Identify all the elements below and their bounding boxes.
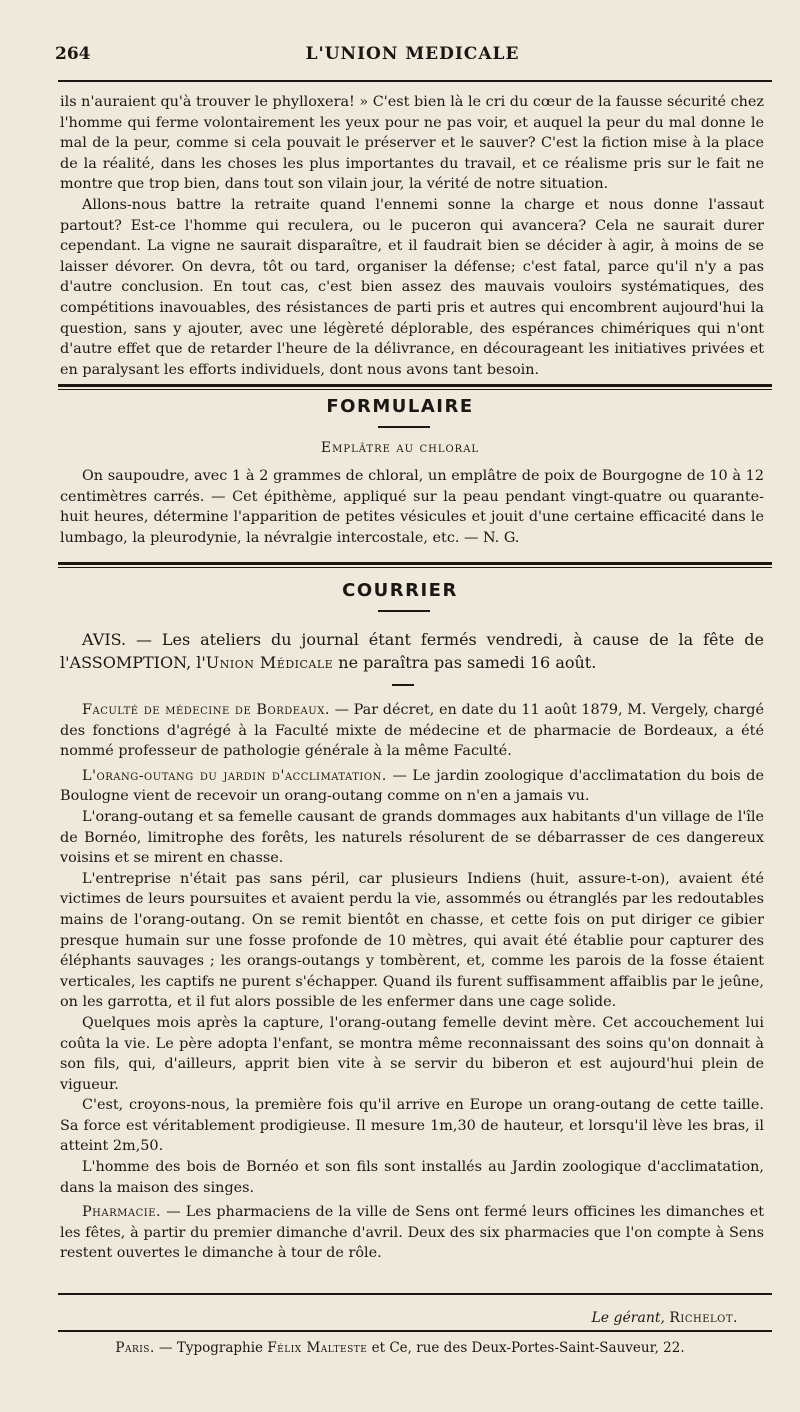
running-title: L'UNION MEDICALE [305, 44, 520, 64]
formulaire-paragraph: On saupoudre, avec 1 à 2 grammes de chloral, un emplâtre de poix de Bourgogne de 10 à 12 centimètres carrés. — Cet épithème, appliqué sur la peau pendant vingt-quatre ou quarante-huit heures, détermine l'apparition de petites vésicules et jouit d'une certaine efficacité dans le lumbago, la pleurodynie, la névralgie intercostale, etc. — N. G. [60, 468, 764, 546]
orang-text: — Le jardin zoologique d'acclimatation du bois de Boulogne vient de recevoir un orang-outang comme on n'en a jamais vu. [60, 767, 764, 805]
formulaire-title: FORMULAIRE [326, 396, 474, 417]
pharmacie-text: — Les pharmaciens de la ville de Sens ont fermé leurs officines les dimanches et les fêtes, à partir du premier dimanche d'avril. Deux des six pharmacies que l'on compte à Sens restent ouvertes le dimanche à tour de rôle. [60, 1204, 764, 1262]
intro-paragraph: Allons-nous battre la retraite quand l'ennemi sonne la charge et nous donne l'assaut partout? Est-ce l'homme qui reculera, ou le puceron qui avancera? Cela ne saurait durer cependant. La vigne ne saurait disparaître, et il faudrait bien se décider à agir, à moins de se laisser dévorer. On devra, tôt ou tard, organiser la défense; c'est fatal, parce qu'il n'y a pas d'autre conclusion. En tout cas, c'est bien assez des mauvais vouloirs systématiques, des compétitions inavouables, des résistances de parti pris et autres qui encombrent aujourd'hui la question, sans y ajouter, avec une légèreté déplorable, des espérances chimériques qui n'ont d'autre effet que de retarder l'heure de la délivrance, en décourageant les initiatives privées et en paralysant les efforts individuels, dont nous avons tant besoin. [60, 196, 764, 378]
faculte-text: — Par décret, en date du 11 août 1879, M. Vergely, chargé des fonctions d'agrégé à la Faculté mixte de médecine et de pharmacie de Bordeaux, a été nommé professeur de pathologie générale à la même Faculté. [60, 702, 764, 760]
pharmacie-lead: Pharmacie. [82, 1204, 162, 1221]
imprint-line [0, 1340, 800, 1356]
orang-paragraph: C'est, croyons-nous, la première fois qu'il arrive en Europe un orang-outang de cette taille. Sa force est véritablement prodigieuse. Il mesure 1m,30 de hauteur, et lorsqu'il lève les bras, il atteint 2m,50. [60, 1097, 764, 1155]
imprint-city: Paris. [115, 1340, 155, 1356]
intro-paragraph: ils n'auraient qu'à trouver le phylloxera! » C'est bien là le cri du cœur de la fausse sécurité chez l'homme qui ferme volontairement les yeux pour ne pas voir, et auquel la peur du mal donne le mal de la peur, comme si cela pouvait le préserver et le sauver? C'est la fiction mise à la place de la réalité, dans les choses les plus importantes du travail, et ce réalisme pris sur le fait ne montre que trop bien, dans tout son vilain jour, la vérité de notre situation. [60, 94, 764, 193]
imprint-text: — Typographie [154, 1340, 268, 1356]
signature-name: Richelot. [669, 1310, 738, 1326]
section-rule [58, 389, 772, 390]
signature-label: Le gérant, [591, 1310, 665, 1326]
orang-paragraph: Quelques mois après la capture, l'orang-outang femelle devint mère. Cet accouchement lui coûta la vie. Le père adopta l'enfant, se montra même reconnaissant des soins qu'on donnait à son fils, qui, d'ailleurs, apprit bien vite à se servir du biberon et est aujourd'hui plein de vigueur. [60, 1014, 764, 1093]
title-dash [378, 610, 430, 612]
page-header [55, 40, 770, 70]
page-number: 264 [55, 44, 91, 64]
section-rule [58, 562, 772, 565]
intro-text [60, 92, 764, 380]
orang-paragraph [60, 766, 764, 807]
imprint-printer: Félix Malteste [267, 1340, 368, 1356]
title-dash [378, 426, 430, 428]
section-rule [58, 567, 772, 568]
avis-text: — Les ateliers du journal étant fermés vendredi, à cause de la fête de l'ASSOMPTION, l' [60, 630, 764, 672]
faculte-paragraph [60, 700, 764, 762]
signature [592, 1310, 739, 1326]
notice-dash [392, 684, 414, 686]
footer-rule [58, 1330, 772, 1332]
orang-lead: L'orang-outang du jardin d'acclimatation. [82, 767, 387, 784]
header-rule [58, 80, 772, 82]
avis-text: ne paraîtra pas samedi 16 août. [333, 653, 597, 672]
formulaire-text [60, 466, 764, 548]
avis-notice [60, 628, 764, 674]
orang-paragraph: L'homme des bois de Bornéo et son fils sont installés au Jardin zoologique d'acclimatation, dans la maison des singes. [60, 1159, 764, 1196]
faculte-lead: Faculté de médecine de Bordeaux. [82, 702, 330, 718]
section-rule [58, 384, 772, 387]
orang-paragraph: L'entreprise n'était pas sans péril, car plusieurs Indiens (huit, assure-t-on), avaient été victimes de leurs poursuites et avaient perdu la vie, assommés ou étranglés par les redoutables mains de l'orang-outang. On se remit bientôt en chasse, et cette fois on put diriger ce gibier presque humain sur une fosse profonde de 10 mètres, qui avait été établie pour capturer des éléphants sauvages ; les orangs-outangs y tombèrent, et, comme les parois de la fosse étaient verticales, les captifs ne purent s'échapper. Quand ils furent suffisamment affaiblis par le jeûne, on les garrotta, et il fut alors possible de les enfermer dans une cage solide. [60, 870, 764, 1011]
journal-name: Union Médicale [205, 653, 334, 672]
courrier-text [60, 700, 764, 1264]
footer-rule [58, 1293, 772, 1295]
orang-paragraph: L'orang-outang et sa femelle causant de grands dommages aux habitants d'un village de l'île de Bornéo, limitrophe des forêts, les naturels résolurent de se débarrasser de ces dangereux voisins et se mirent en chasse. [60, 808, 764, 867]
pharmacie-paragraph [60, 1202, 764, 1264]
avis-lead: AVIS. [82, 630, 127, 649]
courrier-title: COURRIER [342, 580, 458, 601]
imprint-text: et Ce, rue des Deux-Portes-Saint-Sauveur, 22. [367, 1340, 685, 1356]
formulaire-subtitle: Emplâtre au chloral [320, 440, 480, 456]
